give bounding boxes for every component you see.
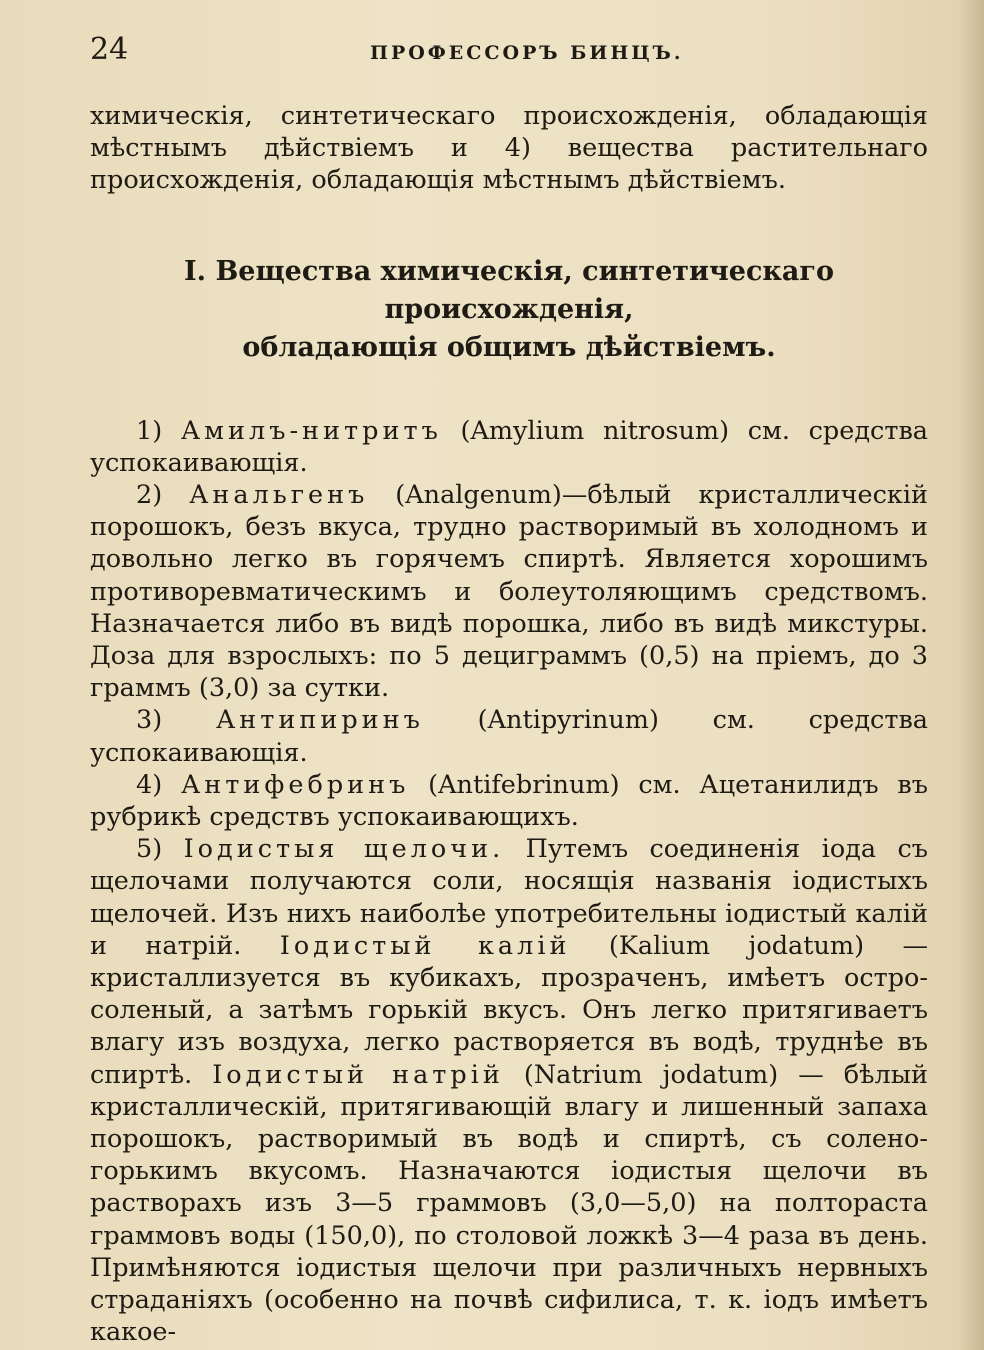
entry-text-2: (Kalium jodatum) — кристаллизуется въ кубикахъ, прозраченъ, имѣетъ остро-соленый, а затѣмъ горькій вкусъ. Онъ легко притягиваетъ влагу изъ воздуха, легко растворяется въ водѣ, труднѣе въ спиртѣ. [90,930,928,1090]
entry-text: (Analgenum)—бѣлый кристаллическій порошокъ, безъ вкуса, трудно растворимый въ холодномъ и довольно легко въ горячемъ спиртѣ. Является хорошимъ противоревматическимъ и болеутоляющимъ средствомъ. Назначается либо въ видѣ порошка, либо въ видѣ микстуры. Доза для взрослыхъ: по 5 дециграммъ (0,5) на пріемъ, до 3 граммъ (3,0) за сутки. [90,480,929,704]
entry-term: Антифебринъ [181,769,410,800]
entry-text: Путемъ соединенія іода съ щелочами получаются соли, носящія названія іодистыхъ щелочей. Изъ нихъ наиболѣе употребительны іодистый калій и натрій. [90,834,928,961]
entry-subterm-potassium-iodide: Iодистый калій [279,930,571,961]
entry-term: Анальгенъ [189,480,369,511]
intro-paragraph: химическія, синтетическаго происхожденія, обладающія мѣстнымъ дѣйствіемъ и 4) вещества растительнаго происхожденія, обладающія мѣстнымъ дѣйствіемъ. [90,101,928,196]
page-header [90,32,930,72]
entry-number: 3) [136,705,163,736]
entry-iodide-alkalis [90,833,928,1348]
entry-text: (Antifebrinum) см. Ацетанилидъ въ рубрикѣ средствъ успокаивающихъ. [90,769,928,833]
page-body [90,100,928,1349]
entry-text: (Antipyrinum) см. средства успокаивающія. [90,705,928,768]
entry-term: Антипиринъ [215,705,424,736]
entry-term: Амилъ-нитритъ [180,415,442,446]
section-heading [90,253,928,367]
entry-text-3: (Natrium jodatum) — бѣлый кристаллическій, притягивающій влагу и лишенный запаха порошокъ, растворимый въ водѣ и спиртѣ, съ солено-горькимъ вкусомъ. Назначаются іодистыя щелочи въ растворахъ изъ 3—5 граммовъ (3,0—5,0) на полтораста граммовъ воды (150,0), по столовой ложкѣ 3—4 раза въ день. Примѣняются іодистыя щелочи при различныхъ нервныхъ страданіяхъ (особенно на почвѣ сифилиса, т. к. іодъ имѣетъ какое- [90,1059,928,1348]
entry-number: 4) [136,769,163,800]
entry-term: Iодистыя щелочи. [183,834,505,865]
entry-text: (Amylium nitrosum) см. средства успокаивающія. [90,415,928,478]
entry-amyl-nitrite [90,415,928,479]
running-head: ПРОФЕССОРЪ БИНЦЪ. [370,42,684,64]
entry-number: 2) [136,480,163,511]
entry-number: 1) [136,415,163,446]
section-heading-line-2: обладающія общимъ дѣйствіемъ. [242,331,776,363]
entry-analgen [90,479,928,704]
entry-antifebrin [90,769,928,833]
section-heading-line-1: I. Вещества химическія, синтетическаго происхожденія, [184,255,834,325]
page-number: 24 [90,32,129,67]
entry-subterm-sodium-iodide: Iодистый натрій [212,1059,504,1090]
page-edge-shadow [958,0,984,1350]
entry-antipyrin [90,704,928,768]
entry-number: 5) [136,834,163,865]
